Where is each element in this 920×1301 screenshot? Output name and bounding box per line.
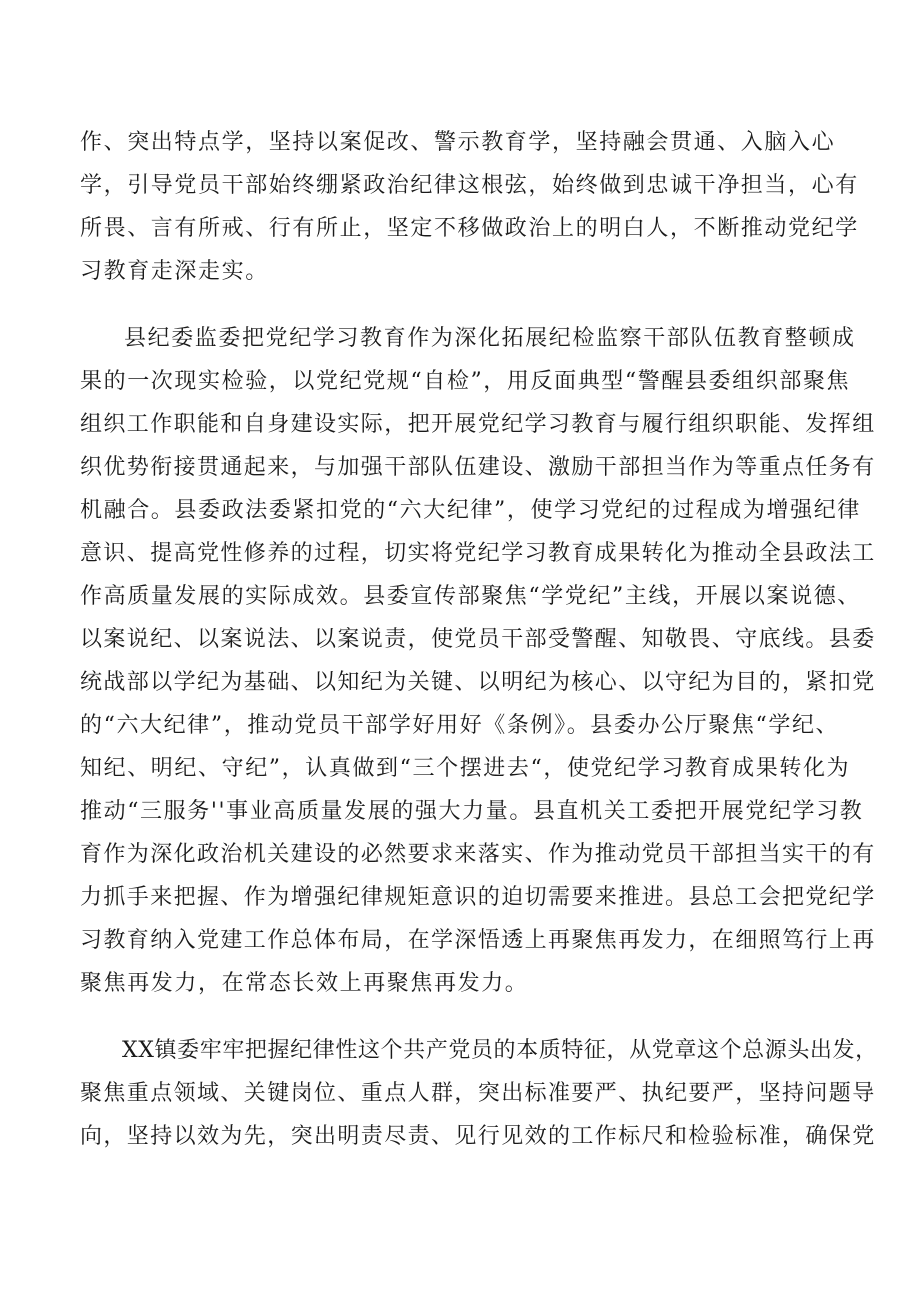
text-line: 作高质量发展的实际成效。县委宣传部聚焦“学党纪”主线，开展以案说德、: [80, 584, 861, 609]
text-line: 意识、提高党性修养的过程，切实将党纪学习教育成果转化为推动全县政法工: [80, 541, 876, 566]
text-line: 力抓手来把握、作为增强纪律规矩意识的迫切需要来推进。县总工会把党纪学: [80, 885, 876, 910]
text-line: 的“六大纪律”，推动党员干部学好用好《条例》。县委办公厅聚焦“学纪、: [80, 713, 840, 738]
text-line: 习教育走深走实。: [80, 259, 269, 284]
text-line: 推动“三服务''事业高质量发展的强大力量。县直机关工委把开展党纪学习教: [80, 799, 864, 824]
text-line: 学，引导党员干部始终绷紧政治纪律这根弦，始终做到忠诚干净担当，心有: [80, 173, 859, 198]
text-line: 县纪委监委把党纪学习教育作为深化拓展纪检监察干部队伍教育整顿成: [124, 326, 856, 351]
text-line: 育作为深化政治机关建设的必然要求来落实、作为推动党员干部担当实干的有: [80, 842, 876, 867]
text-line: 以案说纪、以案说法、以案说责，使党员干部受警醒、知敬畏、守底线。县委: [80, 627, 876, 652]
text-line: 组织工作职能和自身建设实际，把开展党纪学习教育与履行组织职能、发挥组: [80, 412, 876, 437]
text-line: 统战部以学纪为基础、以知纪为关键、以明纪为核心、以守纪为目的，紧扣党: [80, 670, 876, 695]
text-line: 向，坚持以效为先，突出明责尽责、见行见效的工作标尺和检验标准，确保党: [80, 1124, 876, 1149]
text-line: 果的一次现实检验，以党纪党规“自检”，用反面典型“警醒县委组织部聚焦: [80, 369, 851, 394]
text-line: 作、突出特点学，坚持以案促改、警示教育学，坚持融会贯通、入脑入心: [80, 130, 836, 155]
text-line: 聚焦重点领域、关键岗位、重点人群，突出标准要严、执纪要严，坚持问题导: [80, 1081, 876, 1106]
text-line: 习教育纳入党建工作总体布局，在学深悟透上再聚焦再发力，在细照笃行上再: [80, 928, 876, 953]
text-line: 织优势衔接贯通起来，与加强干部队伍建设、激励干部担当作为等重点任务有: [80, 455, 876, 480]
text-line: 所畏、言有所戒、行有所止，坚定不移做政治上的明白人，不断推动党纪学: [80, 216, 859, 241]
text-line: 机融合。县委政法委紧扣党的“六大纪律”，使学习党纪的过程成为增强纪律: [80, 498, 861, 523]
text-line: XX镇委牢牢把握纪律性这个共产党员的本质特征，从党章这个总源头出发，: [122, 1038, 878, 1063]
text-line: 聚焦再发力，在常态长效上再聚焦再发力。: [80, 971, 529, 996]
text-line: 知纪、明纪、守纪”，认真做到“三个摆进去“，使党纪学习教育成果转化为: [80, 756, 851, 781]
